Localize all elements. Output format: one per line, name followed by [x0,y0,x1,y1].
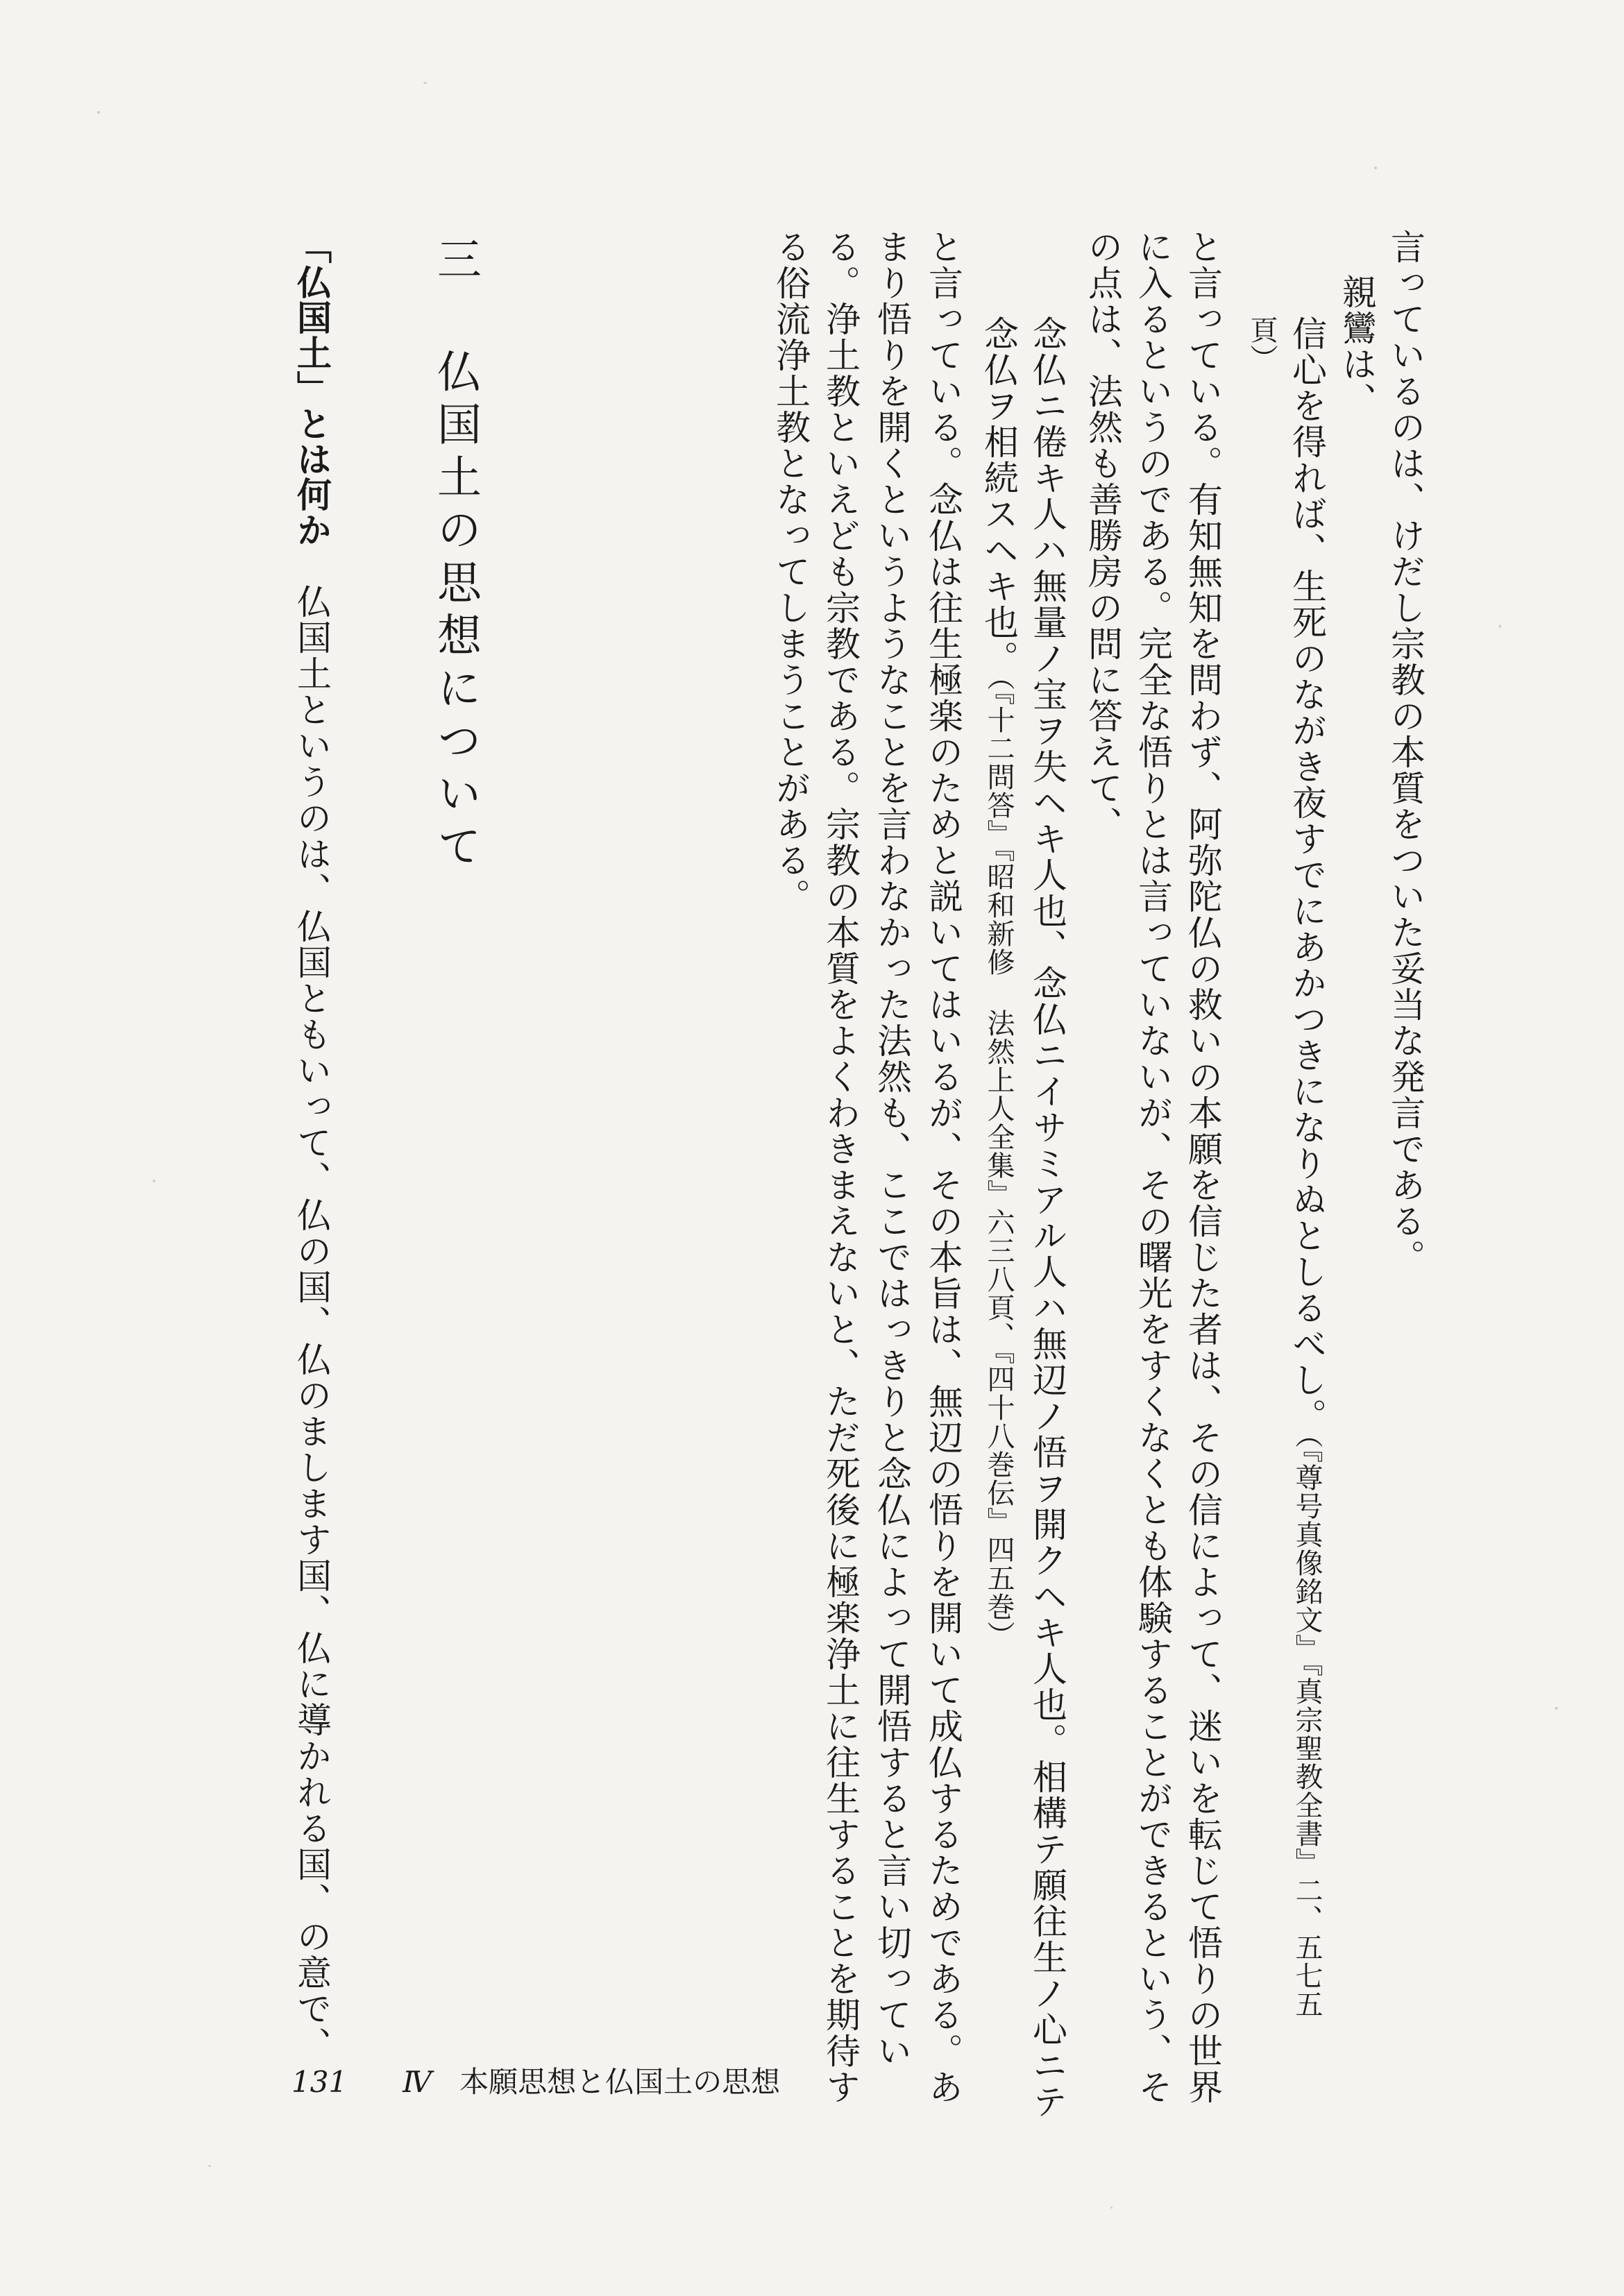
column-text: る。浄土教といえども宗教である。宗教の本質をよくわきまえないと、ただ死後に極楽浄土に往生することを期待す [820,229,861,2105]
column-text: の点は、法然も善勝房の問に答えて、 [1083,229,1123,842]
column-text: 念仏ヲ相続スヘキ也。 [979,316,1019,677]
heading-text: 三 仏国土の思想について [430,236,481,876]
speck [423,82,427,84]
text-column-14 [291,229,332,2063]
column-text: まり悟りを開くというようなことを言わなかった法然も、ここではっきりと念仏によって開悟すると言い切ってい [872,229,912,2069]
citation: （『十二問答』『昭和新修 法然上人全集』六三八頁、『四十八巻伝』四五巻） [983,677,1015,1649]
column-text: 仏国土というのは、仏国ともいって、仏の国、仏のまします国、仏に導かれる国、の意で、 [291,584,332,2063]
running-title: 本願思想と仏国土の思想 [459,2065,781,2099]
speck [97,111,100,114]
page-footer [291,2059,780,2101]
column-text: に入るというのである。完全な悟りとは言っていないが、その曙光をすくなくとも体験することができるという、そ [1133,229,1173,2105]
speck [1110,2206,1113,2209]
speck [153,1180,155,1182]
section-number: Ⅳ [403,2065,432,2099]
column-text: と言っている。有知無知を問わず、阿弥陀仏の救いの本願を信じた者は、その信によって、迷いを転じて悟りの世界 [1183,229,1223,2105]
subheading: 「仏国土」とは何か [291,229,332,547]
text-column-12 [820,229,861,2105]
speck [1555,1707,1558,1710]
column-text: と言っている。念仏は往生極楽のためと説いてはいるが、その本旨は、無辺の悟りを開いて成仏するためである。あ [923,229,963,2105]
text-column-10 [923,229,963,2105]
section-heading [430,236,481,876]
text-column-8 [1027,316,1067,2120]
text-column-2 [1337,274,1377,418]
text-column-5 [1183,229,1223,2105]
column-text: 念仏ニ倦キ人ハ無量ノ宝ヲ失ヘキ人也、念仏ニイサミアル人ハ無辺ノ悟ヲ開クヘキ人也。相構テ願往生ノ心ニテ [1027,316,1067,2120]
text-column-11 [872,229,912,2069]
column-text: 信心を得れば、生死のながき夜すでにあかつきになりぬとしるべし。 [1287,316,1327,1434]
text-column-4 [1248,316,1276,373]
column-text: 言っているのは、けだし宗教の本質をついた妥当な発言である。 [1385,229,1426,1275]
text-column-1 [1385,229,1426,1275]
speck [208,2165,211,2167]
speck [1374,167,1377,169]
text-column-7 [1083,229,1123,842]
page-number: 131 [291,2065,348,2099]
text-column-9 [979,316,1019,1649]
citation: （『尊号真像銘文』『真宗聖教全書』二、五七五 [1291,1434,1323,2018]
column-text: る俗流浄土教となってしまうことがある。 [770,229,811,915]
text-column-3 [1287,316,1327,2018]
text-column-13 [770,229,811,915]
column-text: 親鸞は、 [1337,274,1377,418]
text-column-6 [1133,229,1173,2105]
spacer [291,547,332,584]
speck [1499,624,1501,628]
column-text: 頁） [1246,316,1278,373]
